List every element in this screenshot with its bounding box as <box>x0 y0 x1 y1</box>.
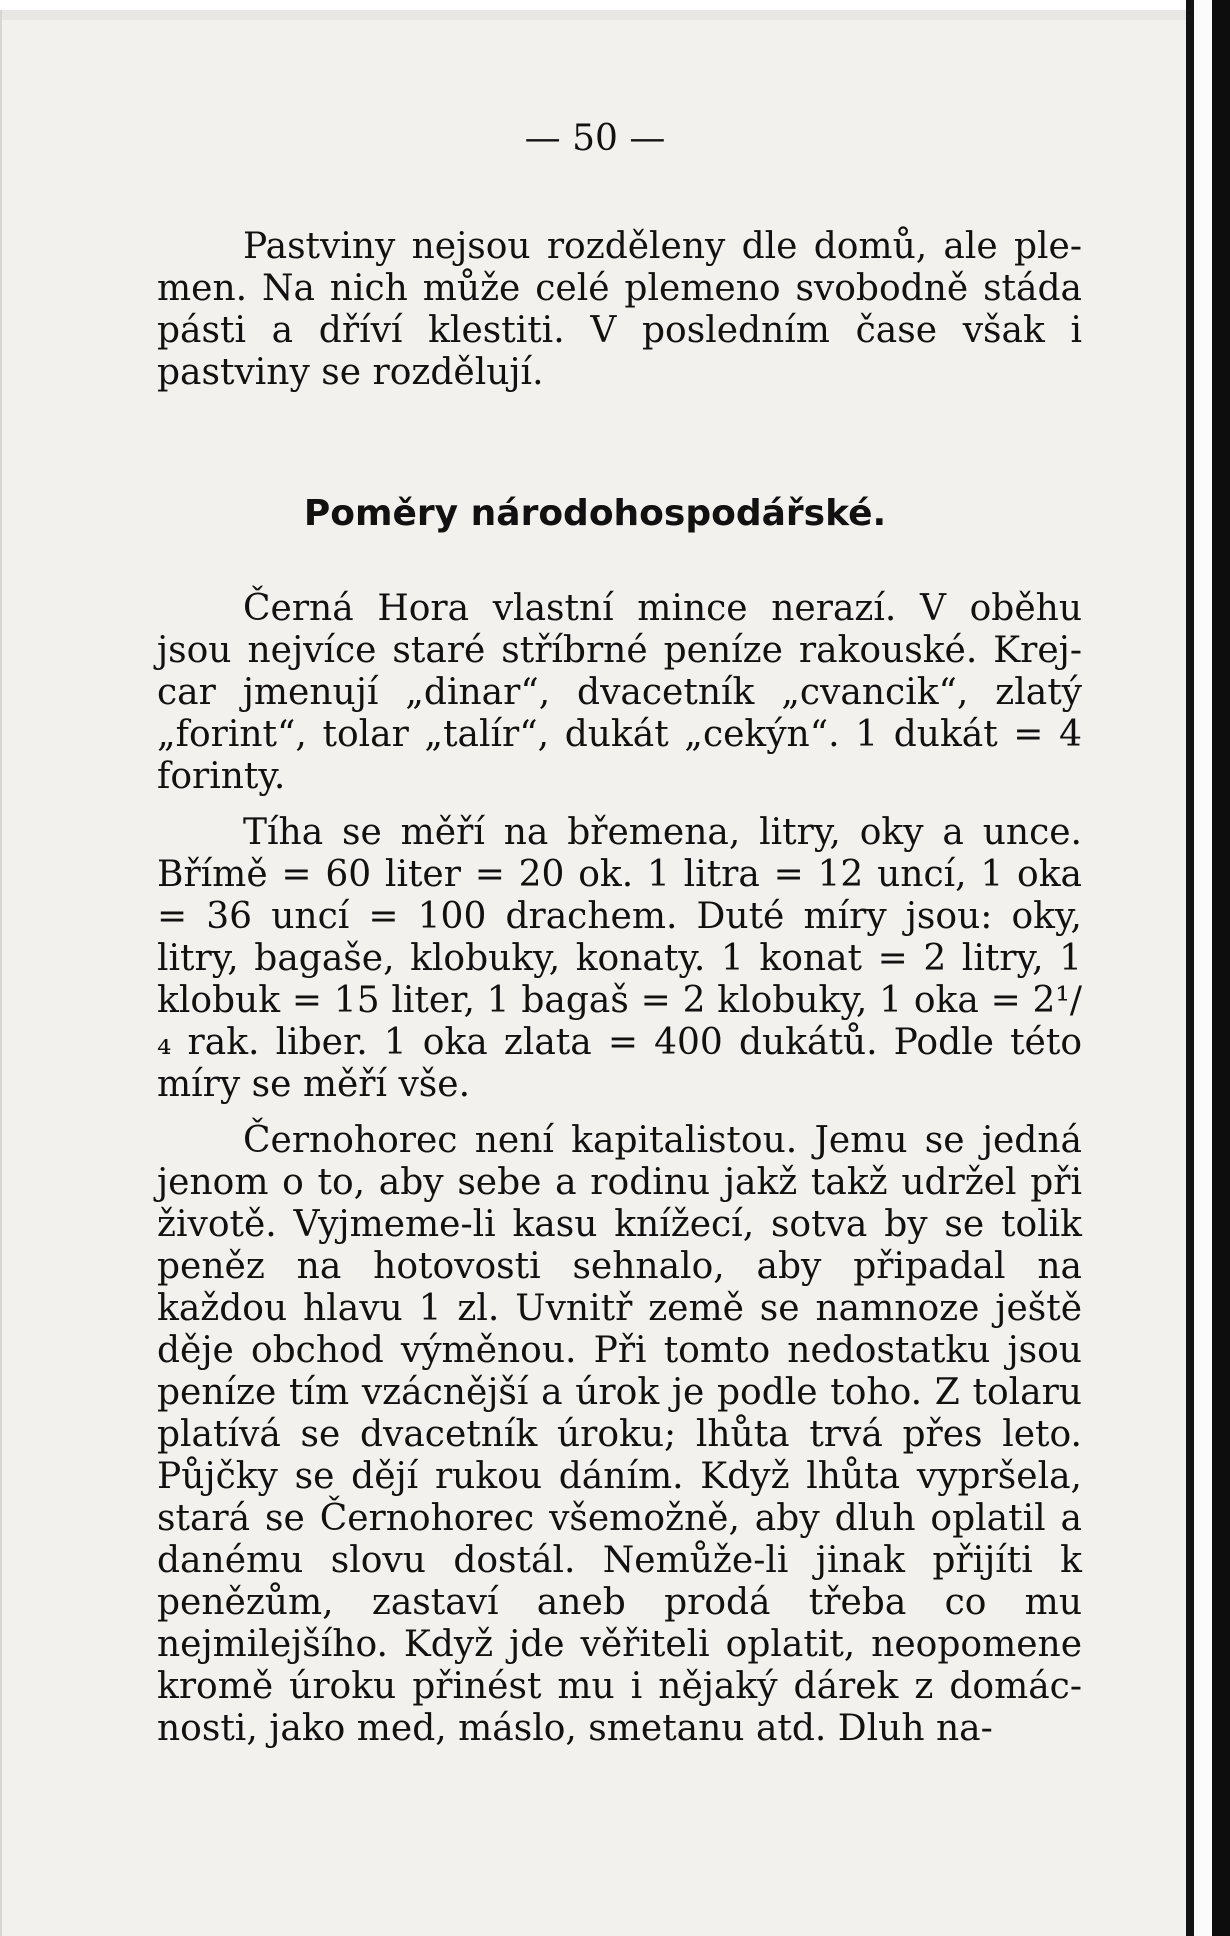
section-heading: Poměry národohospodářské. <box>303 493 887 534</box>
body-text-top <box>157 226 1082 394</box>
book-spine-shadow <box>1186 0 1194 1936</box>
paragraph-measures: Tíha se měří na břemena, litry, oky a unce. Břímě = 60 liter = 20 ok. 1 litra = 12 uncí, 1 oka = 36 uncí = 100 drachem. Duté míry jsou: oky, litry, bagaše, klobuky, konaty. 1 konat = 2 litry, 1 klobuk = 15 liter, 1 bagaš = 2 klobuky, 1 oka = 2¹/₄ rak. liber. 1 oka zlata = 400 dukátů. Podle této míry se měří vše. <box>157 812 1082 1105</box>
scan-margin <box>1194 0 1212 1936</box>
page-top-edge <box>2 10 1188 20</box>
book-page <box>0 10 1188 1936</box>
body-text-section <box>157 588 1082 1750</box>
paragraph-economy: Černohorec není kapitalistou. Jemu se jedná jenom o to, aby sebe a rodinu jakž takž udržel při životě. Vyjmeme-li kasu knížecí, sotva by se tolik peněz na hotovosti sehnalo, aby připadal na každou hlavu 1 zl. Uvnitř země se namnoze ještě děje obchod výměnou. Při tomto nedostatku jsou peníze tím vzácnější a úrok je podle toho. Z tolaru platívá se dvacetník úroku; lhůta trvá přes leto. Půjčky se dějí rukou dáním. Když lhůta vypršela, stará se Černohorec všemožně, aby dluh oplatil a danému slovu dostál. Nemůže-li jinak přijíti k penězům, zastaví aneb prodá třeba co mu nejmilejšího. Když jde věřiteli oplatit, neopomene kromě úroku přinést mu i nějaký dárek z domácnosti, jako med, máslo, smetanu atd. Dluh na- <box>157 1120 1082 1749</box>
page-number: — 50 — <box>524 118 666 159</box>
paragraph-currency: Černá Hora vlastní mince nerazí. V oběhu jsou nejvíce staré stříbrné peníze rakouské. Krejcar jmenují „dinar“, dvacetník „cvancik“, zlatý „forint“, tolar „talír“, dukát „cekýn“. 1 dukát = 4 forinty. <box>157 588 1082 797</box>
scan-edge <box>1212 0 1230 1936</box>
paragraph-pastures: Pastviny nejsou rozděleny dle domů, ale plemen. Na nich může celé plemeno svobodně stáda pásti a dříví klestiti. V posledním čase však i pastviny se rozdělují. <box>157 226 1082 393</box>
